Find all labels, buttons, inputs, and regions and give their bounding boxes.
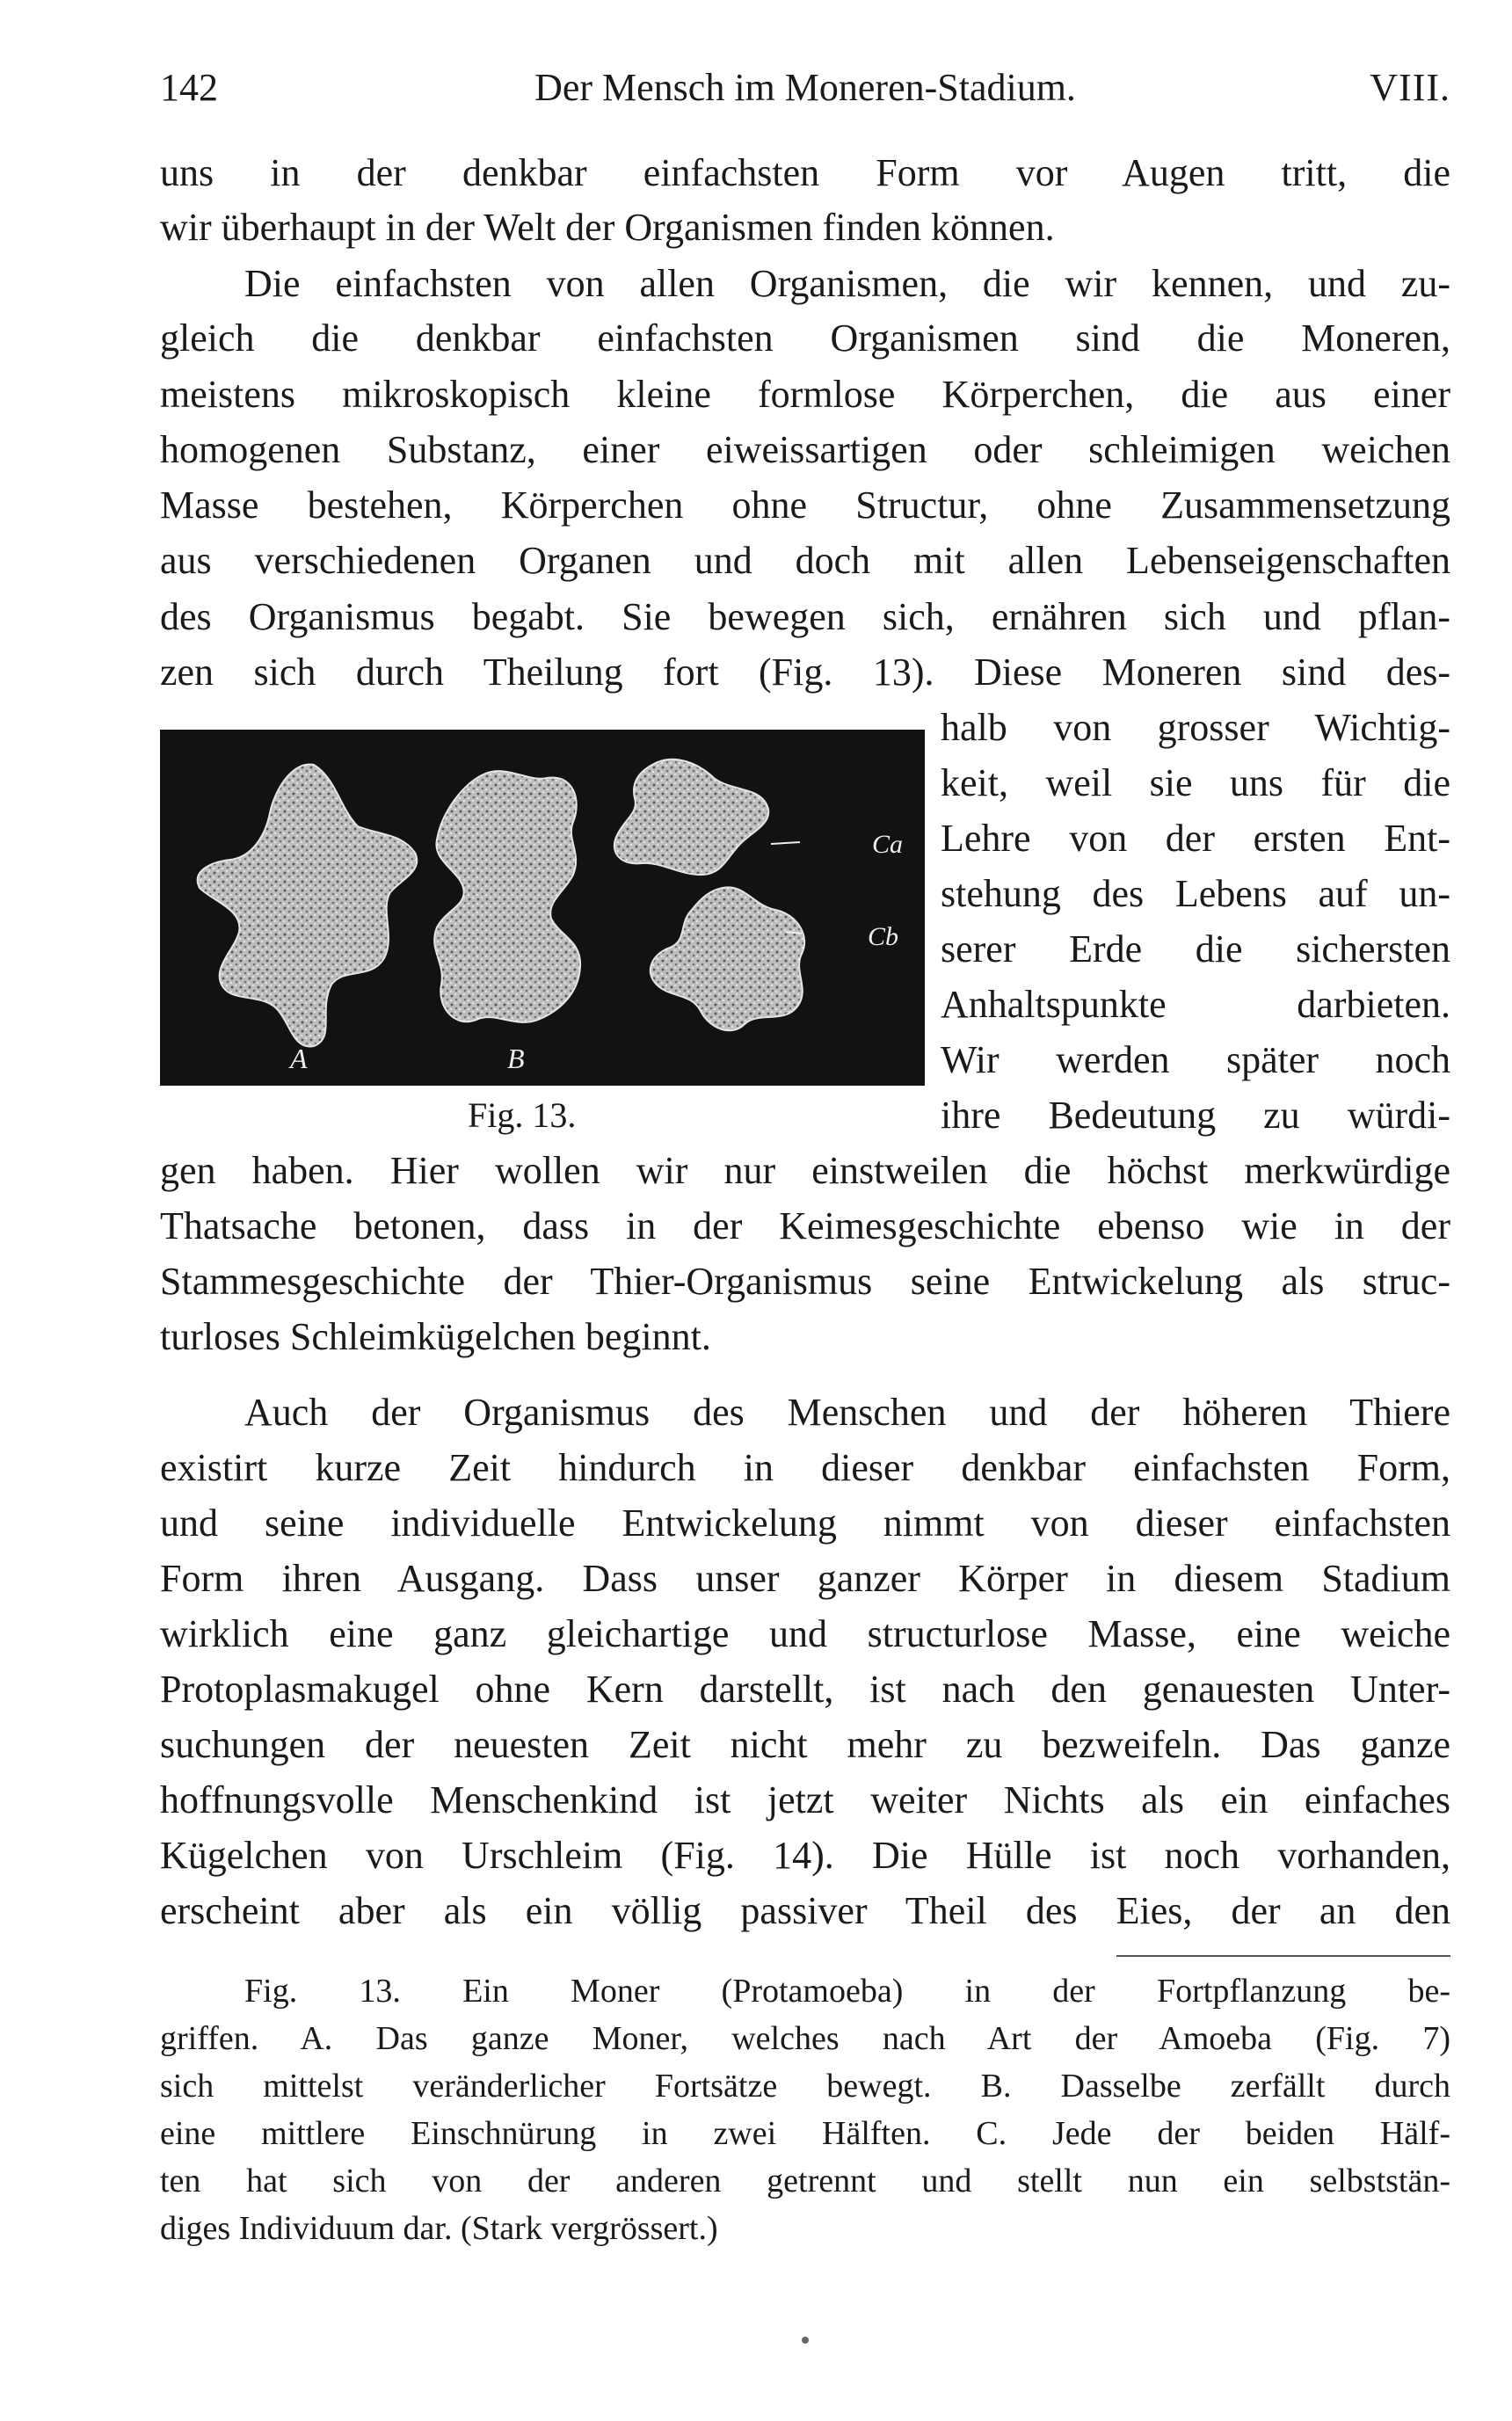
body-line: aus verschiedenen Organen und doch mit allen Lebenseigenschaften: [160, 539, 1450, 582]
body-line: hoffnungsvolle Menschenkind ist jetzt weiter Nichts als ein einfaches: [160, 1778, 1450, 1821]
label-pointer-ca: [771, 842, 800, 844]
body-line: ihre Bedeutung zu würdi-: [941, 1094, 1450, 1137]
footnote-line: diges Individuum dar. (Stark vergrössert.): [160, 2210, 718, 2247]
label-b: B: [507, 1043, 525, 1074]
body-line: uns in der denkbar einfachsten Form vor Augen tritt, die: [160, 151, 1450, 194]
moner-cb-shape: [651, 887, 804, 1030]
print-speck: [802, 2337, 809, 2344]
footnote-line: eine mittlere Einschnürung in zwei Hälften. C. Jede der beiden Hälf-: [160, 2115, 1450, 2152]
label-cb: Cb: [868, 922, 899, 951]
page-number: 142: [160, 66, 218, 109]
body-line: turloses Schleimkügelchen beginnt.: [160, 1315, 711, 1358]
body-line: gen haben. Hier wollen wir nur einstweilen die höchst merkwürdige: [160, 1149, 1450, 1192]
body-line: wirklich eine ganz gleichartige und structurlose Masse, eine weiche: [160, 1612, 1450, 1655]
body-line: zen sich durch Theilung fort (Fig. 13). Diese Moneren sind des-: [160, 651, 1450, 694]
body-line: Protoplasmakugel ohne Kern darstellt, ist nach den genauesten Unter-: [160, 1668, 1450, 1711]
footnote-line: sich mittelst veränderlicher Fortsätze bewegt. B. Dasselbe zerfällt durch: [160, 2068, 1450, 2105]
body-line: gleich die denkbar einfachsten Organismen sind die Moneren,: [160, 316, 1450, 360]
footnote-line: Fig. 13. Ein Moner (Protamoeba) in der Fortpflanzung be-: [244, 1973, 1450, 2010]
body-line: existirt kurze Zeit hindurch in dieser denkbar einfachsten Form,: [160, 1446, 1450, 1489]
body-line: stehung des Lebens auf un-: [941, 872, 1450, 915]
moner-ca-shape: [614, 760, 768, 875]
body-line: des Organismus begabt. Sie bewegen sich, ernähren sich und pflan-: [160, 595, 1450, 638]
body-line: Die einfachsten von allen Organismen, die wir kennen, und zu-: [244, 262, 1450, 305]
body-line: halb von grosser Wichtig-: [941, 706, 1450, 749]
figure-caption: Fig. 13.: [468, 1095, 577, 1135]
label-a: A: [290, 1043, 308, 1074]
moner-a-shape: [198, 765, 418, 1047]
body-line: Masse bestehen, Körperchen ohne Structur, ohne Zusammensetzung: [160, 483, 1450, 527]
moner-b-shape: [434, 771, 580, 1022]
body-line: Form ihren Ausgang. Dass unser ganzer Körper in diesem Stadium: [160, 1557, 1450, 1600]
running-title: Der Mensch im Moneren-Stadium.: [534, 66, 1076, 109]
body-line: serer Erde die sichersten: [941, 927, 1450, 971]
footnote-line: ten hat sich von der anderen getrennt und stellt nun ein selbststän-: [160, 2163, 1450, 2199]
body-line: Lehre von der ersten Ent-: [941, 817, 1450, 860]
body-line: wir überhaupt in der Welt der Organismen finden können.: [160, 206, 1055, 249]
footnote-rule: [1116, 1955, 1450, 1957]
body-line: meistens mikroskopisch kleine formlose Körperchen, die aus einer: [160, 373, 1450, 416]
body-line: keit, weil sie uns für die: [941, 761, 1450, 804]
running-header: [160, 62, 1450, 114]
body-line: homogenen Substanz, einer eiweissartigen oder schleimigen weichen: [160, 428, 1450, 471]
body-line: und seine individuelle Entwickelung nimmt von dieser einfachsten: [160, 1501, 1450, 1545]
body-line: Auch der Organismus des Menschen und der höheren Thiere: [244, 1391, 1450, 1434]
body-line: suchungen der neuesten Zeit nicht mehr zu bezweifeln. Das ganze: [160, 1723, 1450, 1766]
chapter-number: VIII.: [1370, 66, 1450, 109]
body-line: Stammesgeschichte der Thier-Organismus seine Entwickelung als struc-: [160, 1260, 1450, 1303]
figure-13-moner-illustration: [160, 730, 925, 1086]
body-line: Kügelchen von Urschleim (Fig. 14). Die Hülle ist noch vorhanden,: [160, 1834, 1450, 1877]
label-ca: Ca: [872, 830, 904, 859]
body-line: Thatsache betonen, dass in der Keimesgeschichte ebenso wie in der: [160, 1204, 1450, 1247]
body-line: erscheint aber als ein völlig passiver Theil des Eies, der an den: [160, 1889, 1450, 1932]
footnote-line: griffen. A. Das ganze Moner, welches nach Art der Amoeba (Fig. 7): [160, 2020, 1450, 2057]
body-line: Wir werden später noch: [941, 1038, 1450, 1081]
body-line: Anhaltspunkte darbieten.: [941, 983, 1450, 1026]
